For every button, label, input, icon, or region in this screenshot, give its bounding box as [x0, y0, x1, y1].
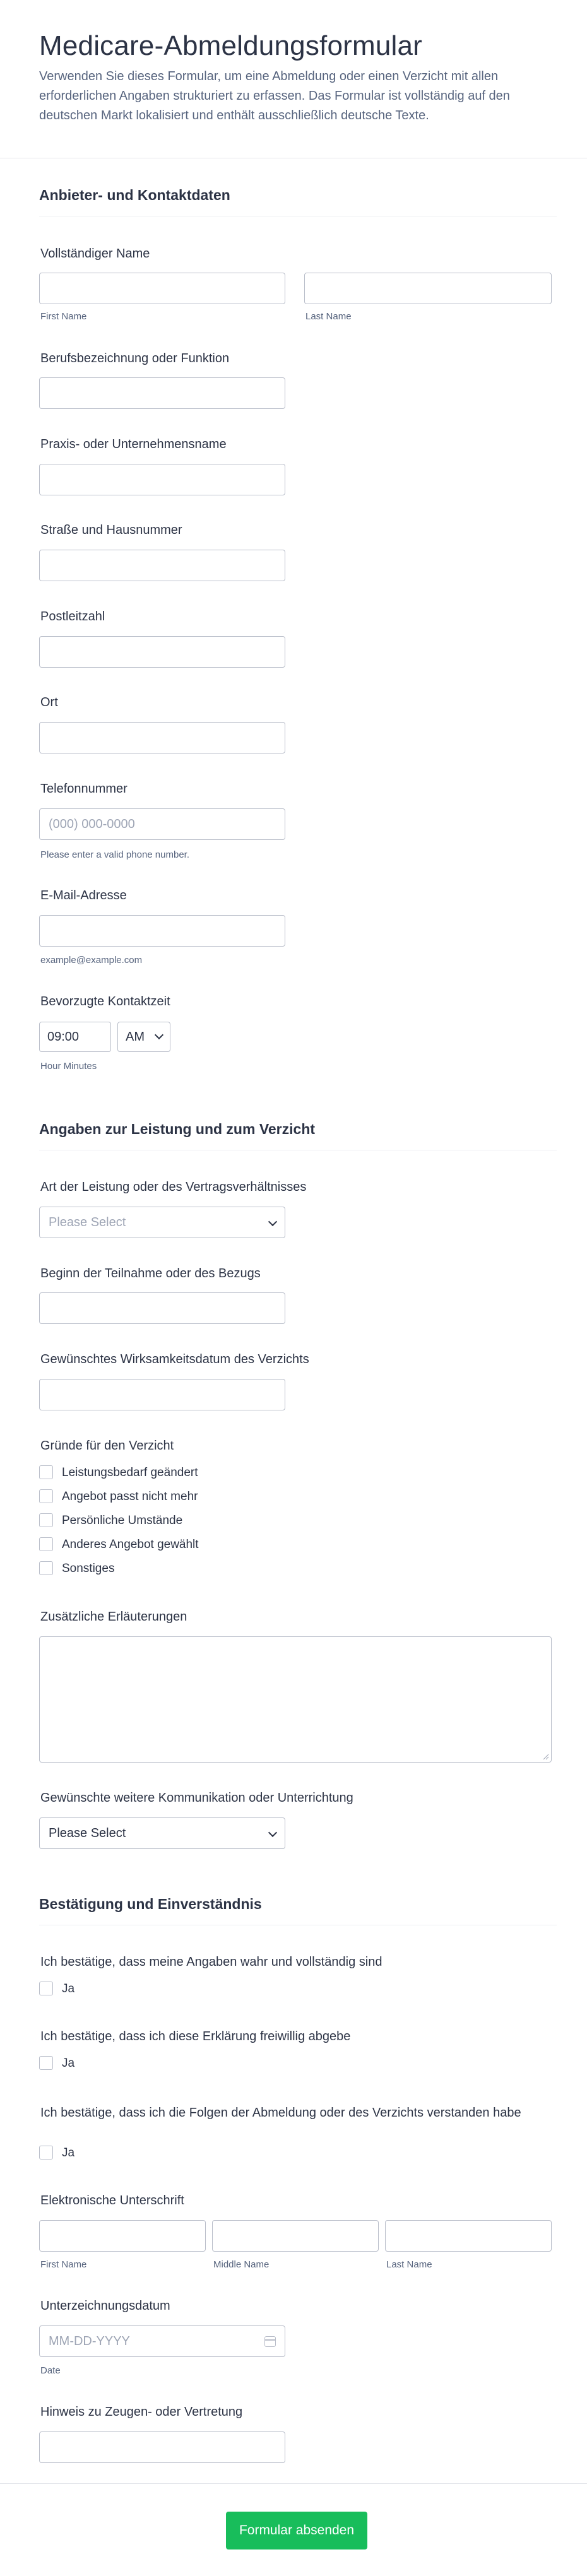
company-input[interactable] [39, 464, 285, 495]
time-hint: Hour Minutes [40, 1061, 97, 1072]
reason-checkbox-1[interactable] [39, 1465, 53, 1479]
reason-checkbox-4[interactable] [39, 1537, 53, 1551]
signature-last-sublabel: Last Name [386, 2259, 432, 2270]
service-type-select[interactable] [39, 1207, 285, 1238]
sign-date-input[interactable] [39, 2325, 285, 2357]
section-title-service: Angaben zur Leistung und zum Verzicht [39, 1121, 316, 1137]
sign-date-hint: Date [40, 2365, 61, 2376]
chevron-down-icon [268, 1828, 277, 1837]
communication-label: Gewünschte weitere Kommunikation oder Unterrichtung [40, 1791, 353, 1805]
signature-label: Elektronische Unterschrift [40, 2194, 184, 2207]
street-input[interactable] [39, 550, 285, 581]
reason-option-1: Leistungsbedarf geändert [62, 1466, 198, 1479]
reason-checkbox-5[interactable] [39, 1561, 53, 1575]
reason-option-4: Anderes Angebot gewählt [62, 1538, 199, 1551]
confirm2-option: Ja [62, 2057, 75, 2070]
job-title-input[interactable] [39, 377, 285, 409]
witness-input[interactable] [39, 2431, 285, 2463]
zip-input[interactable] [39, 636, 285, 668]
ampm-value: AM [126, 1030, 145, 1044]
job-title-label: Berufsbezeichnung oder Funktion [40, 352, 230, 365]
ampm-select[interactable] [117, 1022, 170, 1052]
signature-middle-input[interactable] [212, 2220, 379, 2252]
submit-button[interactable]: Formular absenden [226, 2512, 367, 2549]
email-label: E-Mail-Adresse [40, 889, 127, 902]
chevron-down-icon [155, 1031, 163, 1039]
email-input[interactable] [39, 915, 285, 947]
last-name-input[interactable] [304, 273, 552, 304]
reasons-label: Gründe für den Verzicht [40, 1439, 174, 1453]
confirm3-checkbox[interactable] [39, 2146, 53, 2159]
city-input[interactable] [39, 722, 285, 753]
communication-select[interactable] [39, 1817, 285, 1849]
notes-label: Zusätzliche Erläuterungen [40, 1610, 187, 1624]
full-name-label: Vollständiger Name [40, 247, 150, 261]
communication-value: Please Select [49, 1826, 126, 1840]
phone-placeholder: (000) 000-0000 [49, 817, 135, 831]
calendar-icon[interactable] [264, 2336, 276, 2347]
confirm1-option: Ja [62, 1982, 75, 1995]
section-title-contact: Anbieter- und Kontaktdaten [39, 187, 230, 203]
service-type-label: Art der Leistung oder des Vertragsverhältnisses [40, 1180, 307, 1194]
first-name-input[interactable] [39, 273, 285, 304]
page-title: Medicare-Abmeldungsformular [39, 30, 422, 61]
time-input[interactable] [39, 1022, 111, 1052]
sign-date-placeholder: MM-DD-YYYY [49, 2334, 130, 2348]
witness-label: Hinweis zu Zeugen- oder Vertretung [40, 2405, 243, 2419]
reason-checkbox-3[interactable] [39, 1513, 53, 1527]
confirm2-checkbox[interactable] [39, 2056, 53, 2070]
phone-input[interactable] [39, 808, 285, 840]
confirm3-option: Ja [62, 2146, 75, 2159]
confirm1-label: Ich bestätige, dass meine Angaben wahr und vollständig sind [40, 1955, 382, 1969]
sign-date-label: Unterzeichnungsdatum [40, 2299, 170, 2313]
chevron-down-icon [268, 1217, 277, 1226]
phone-label: Telefonnummer [40, 782, 127, 796]
reason-checkbox-2[interactable] [39, 1489, 53, 1503]
street-label: Straße und Hausnummer [40, 523, 182, 537]
phone-hint: Please enter a valid phone number. [40, 849, 189, 860]
signature-first-input[interactable] [39, 2220, 206, 2252]
contact-time-label: Bevorzugte Kontaktzeit [40, 995, 170, 1008]
reason-option-2: Angebot passt nicht mehr [62, 1490, 198, 1503]
signature-first-sublabel: First Name [40, 2259, 87, 2270]
section-title-confirmation: Bestätigung und Einverständnis [39, 1896, 262, 1912]
signature-middle-sublabel: Middle Name [213, 2259, 270, 2270]
effective-label: Gewünschtes Wirksamkeitsdatum des Verzichts [40, 1352, 309, 1366]
resize-handle-icon[interactable] [542, 1752, 549, 1760]
start-label: Beginn der Teilnahme oder des Bezugs [40, 1267, 261, 1280]
form-description: Verwenden Sie dieses Formular, um eine Abmeldung oder einen Verzicht mit allen erforderlichen Angaben strukturiert zu erfassen. Das Formular ist vollständig auf den deutschen Markt lokalisiert und enthält ausschließlich deutsche Texte. [39, 69, 510, 122]
last-name-sublabel: Last Name [305, 311, 352, 322]
reason-option-3: Persönliche Umstände [62, 1514, 183, 1527]
city-label: Ort [40, 695, 58, 709]
first-name-sublabel: First Name [40, 311, 87, 322]
confirm3-label: Ich bestätige, dass ich die Folgen der Abmeldung oder des Verzichts verstanden habe [40, 2106, 521, 2120]
company-label: Praxis- oder Unternehmensname [40, 437, 227, 451]
confirm2-label: Ich bestätige, dass ich diese Erklärung freiwillig abgebe [40, 2029, 351, 2043]
notes-textarea[interactable] [39, 1636, 552, 1763]
effective-input[interactable] [39, 1379, 285, 1410]
service-type-placeholder: Please Select [49, 1215, 126, 1229]
footer-divider [0, 2483, 587, 2484]
time-value: 09:00 [47, 1030, 80, 1044]
email-hint: example@example.com [40, 955, 143, 966]
confirm1-checkbox[interactable] [39, 1982, 53, 1995]
zip-label: Postleitzahl [40, 610, 105, 623]
signature-last-input[interactable] [385, 2220, 552, 2252]
start-input[interactable] [39, 1292, 285, 1324]
reason-option-5: Sonstiges [62, 1562, 115, 1575]
